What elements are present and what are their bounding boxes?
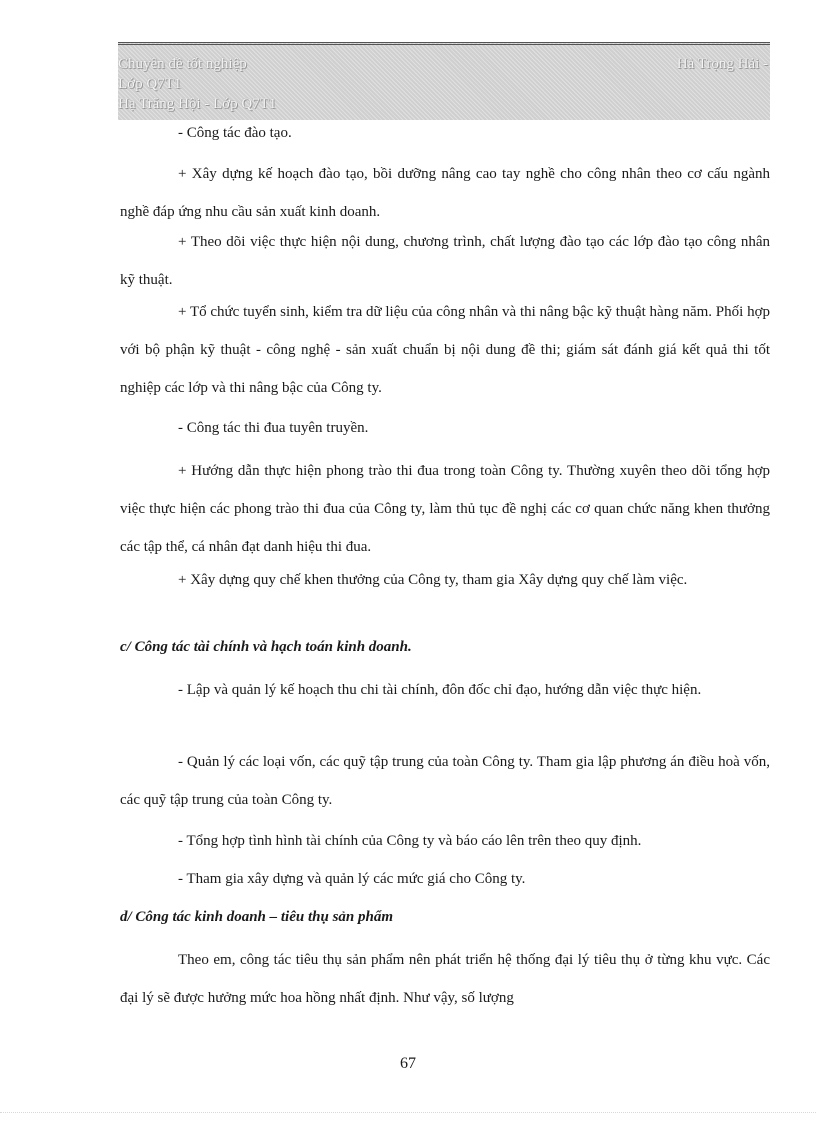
header-title: Chuyên đề tốt nghiệp <box>118 56 247 72</box>
section-heading: d/ Công tác kinh doanh – tiêu thụ sản phẩm <box>120 909 394 925</box>
page-header <box>118 42 770 120</box>
paragraph: - Công tác đào tạo. <box>178 125 292 141</box>
paragraph: Theo em, công tác tiêu thụ sản phẩm nên phát triển hệ thống đại lý tiêu thụ ở từng khu vực. Các đại lý sẽ được hưởng mức hoa hồng nhất định. Như vậy, số lượng <box>120 952 770 1006</box>
paragraph: - Quản lý các loại vốn, các quỹ tập trung của toàn Công ty. Tham gia lập phương án điều hoà vốn, các quỹ tập trung của toàn Công ty. <box>120 754 770 808</box>
section-heading: c/ Công tác tài chính và hạch toán kinh doanh. <box>120 639 412 655</box>
header-class: Lớp Q7T1 <box>118 76 182 92</box>
paragraph: + Xây dựng quy chế khen thưởng của Công ty, tham gia Xây dựng quy chế làm việc. <box>178 572 688 588</box>
paragraph: - Tổng hợp tình hình tài chính của Công ty và báo cáo lên trên theo quy định. <box>178 833 642 849</box>
paragraph: + Xây dựng kế hoạch đào tạo, bồi dưỡng nâng cao tay nghề cho công nhân theo cơ cấu ngành nghề đáp ứng nhu cầu sản xuất kinh doanh. <box>120 166 770 220</box>
paragraph: - Tham gia xây dựng và quản lý các mức giá cho Công ty. <box>178 871 526 887</box>
page-number: 67 <box>400 1055 416 1072</box>
footer-divider <box>0 1112 816 1113</box>
paragraph: - Lập và quản lý kế hoạch thu chi tài chính, đôn đốc chỉ đạo, hướng dẫn việc thực hiện. <box>178 682 702 698</box>
paragraph: + Tổ chức tuyển sinh, kiểm tra dữ liệu của công nhân và thi nâng bậc kỹ thuật hàng năm. Phối hợp với bộ phận kỹ thuật - công nghệ - sản xuất chuẩn bị nội dung đề thi; giám sát đánh giá kết quả thi tốt nghiệp các lớp và thi nâng bậc của Công ty. <box>120 304 770 396</box>
paragraph: + Theo dõi việc thực hiện nội dung, chương trình, chất lượng đào tạo các lớp đào tạo công nhân kỹ thuật. <box>120 234 770 288</box>
paragraph: - Công tác thi đua tuyên truyền. <box>178 420 369 436</box>
header-author: Hà Trọng Hải - <box>676 56 768 72</box>
paragraph: + Hướng dẫn thực hiện phong trào thi đua trong toàn Công ty. Thường xuyên theo dõi tổng hợp việc thực hiện các phong trào thi đua của Công ty, làm thủ tục đề nghị các cơ quan chức năng khen thưởng các tập thể, cá nhân đạt danh hiệu thi đua. <box>120 463 770 555</box>
header-author-class: Hạ Trăng Hội - Lớp Q7T1 <box>118 96 277 112</box>
